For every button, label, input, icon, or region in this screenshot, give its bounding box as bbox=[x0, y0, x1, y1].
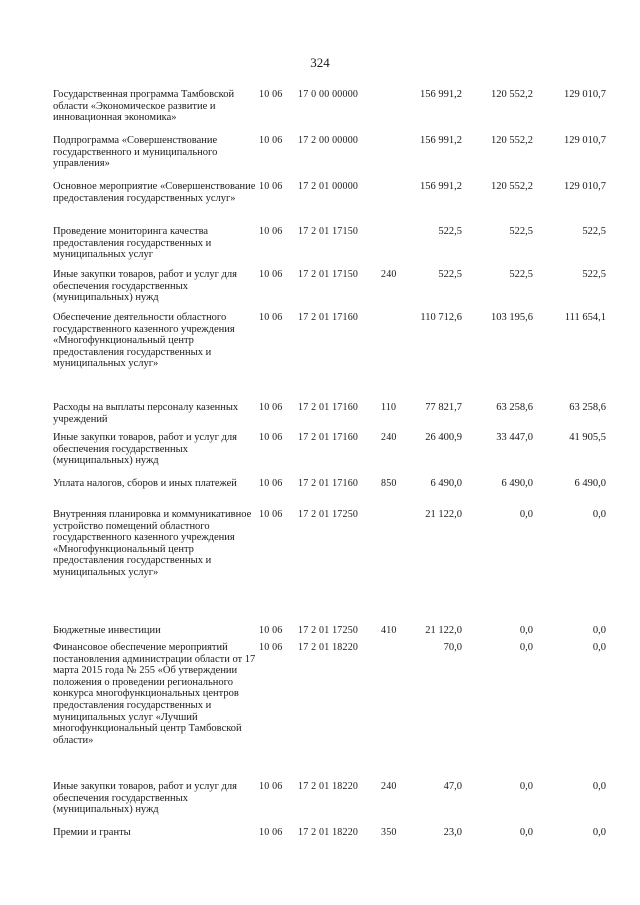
table-row bbox=[0, 478, 640, 509]
amount-2019: 156 991,2 bbox=[420, 181, 462, 192]
amount-2020: 120 552,2 bbox=[491, 135, 533, 146]
amount-2019: 70,0 bbox=[443, 642, 462, 653]
target-code: 17 2 01 18220 bbox=[298, 827, 359, 838]
amount-2020: 0,0 bbox=[519, 781, 533, 792]
section-code: 10 06 bbox=[259, 181, 283, 192]
amount-2021: 522,5 bbox=[582, 226, 606, 237]
section-code: 10 06 bbox=[259, 135, 283, 146]
budget-table bbox=[0, 89, 640, 843]
section-code: 10 06 bbox=[259, 509, 283, 520]
target-code: 17 2 01 00000 bbox=[298, 181, 359, 192]
section-code: 10 06 bbox=[259, 402, 283, 413]
expense-kind-code: 240 bbox=[381, 781, 397, 792]
target-code: 17 2 01 17250 bbox=[298, 625, 359, 636]
amount-2019: 23,0 bbox=[443, 827, 462, 838]
amount-2020: 522,5 bbox=[509, 269, 533, 280]
amount-2020: 120 552,2 bbox=[491, 89, 533, 100]
target-code: 17 2 01 17160 bbox=[298, 432, 359, 443]
amount-2019: 522,5 bbox=[438, 269, 462, 280]
table-row bbox=[0, 135, 640, 181]
section-code: 10 06 bbox=[259, 781, 283, 792]
table-row bbox=[0, 432, 640, 478]
amount-2021: 522,5 bbox=[582, 269, 606, 280]
section-code: 10 06 bbox=[259, 312, 283, 323]
target-code: 17 2 01 17150 bbox=[298, 226, 359, 237]
target-code: 17 2 01 17160 bbox=[298, 402, 359, 413]
row-name: Иные закупки товаров, работ и услуг для обеспечения государственных (муниципальных) нужд bbox=[53, 432, 237, 467]
target-code: 17 2 01 18220 bbox=[298, 642, 359, 653]
amount-2019: 21 122,0 bbox=[425, 509, 462, 520]
row-name: Основное мероприятие «Совершенствование предоставления государственных услуг» bbox=[53, 181, 256, 204]
target-code: 17 2 01 17150 bbox=[298, 269, 359, 280]
section-code: 10 06 bbox=[259, 625, 283, 636]
amount-2021: 0,0 bbox=[592, 781, 606, 792]
amount-2020: 33 447,0 bbox=[496, 432, 533, 443]
expense-kind-code: 240 bbox=[381, 432, 397, 443]
amount-2020: 0,0 bbox=[519, 642, 533, 653]
amount-2021: 111 654,1 bbox=[564, 312, 606, 323]
amount-2020: 0,0 bbox=[519, 509, 533, 520]
amount-2021: 0,0 bbox=[592, 509, 606, 520]
table-row bbox=[0, 625, 640, 642]
expense-kind-code: 410 bbox=[381, 625, 397, 636]
amount-2019: 156 991,2 bbox=[420, 89, 462, 100]
expense-kind-code: 110 bbox=[381, 402, 397, 413]
section-code: 10 06 bbox=[259, 226, 283, 237]
row-name: Расходы на выплаты персоналу казенных учреждений bbox=[53, 402, 239, 425]
table-row bbox=[0, 509, 640, 625]
amount-2019: 26 400,9 bbox=[425, 432, 462, 443]
amount-2021: 0,0 bbox=[592, 827, 606, 838]
row-name: Уплата налогов, сборов и иных платежей bbox=[53, 478, 237, 489]
amount-2021: 6 490,0 bbox=[574, 478, 606, 489]
section-code: 10 06 bbox=[259, 269, 283, 280]
section-code: 10 06 bbox=[259, 478, 283, 489]
table-row bbox=[0, 402, 640, 432]
amount-2020: 120 552,2 bbox=[491, 181, 533, 192]
amount-2020: 0,0 bbox=[519, 827, 533, 838]
table-row bbox=[0, 642, 640, 781]
expense-kind-code: 850 bbox=[381, 478, 397, 489]
target-code: 17 2 01 17160 bbox=[298, 312, 359, 323]
section-code: 10 06 bbox=[259, 827, 283, 838]
page-number: 324 bbox=[310, 55, 330, 70]
section-code: 10 06 bbox=[259, 89, 283, 100]
amount-2021: 0,0 bbox=[592, 625, 606, 636]
amount-2019: 110 712,6 bbox=[420, 312, 462, 323]
amount-2020: 63 258,6 bbox=[496, 402, 533, 413]
target-code: 17 2 01 17250 bbox=[298, 509, 359, 520]
expense-kind-code: 350 bbox=[381, 827, 397, 838]
amount-2021: 0,0 bbox=[592, 642, 606, 653]
amount-2021: 41 905,5 bbox=[569, 432, 606, 443]
expense-kind-code: 240 bbox=[381, 269, 397, 280]
table-row bbox=[0, 181, 640, 226]
row-name: Государственная программа Тамбовской области «Экономическое развитие и инновационная экономика» bbox=[53, 89, 235, 124]
amount-2019: 21 122,0 bbox=[425, 625, 462, 636]
amount-2020: 522,5 bbox=[509, 226, 533, 237]
row-name: Иные закупки товаров, работ и услуг для обеспечения государственных (муниципальных) нужд bbox=[53, 269, 237, 304]
table-row bbox=[0, 89, 640, 135]
amount-2019: 47,0 bbox=[443, 781, 462, 792]
table-row bbox=[0, 781, 640, 827]
row-name: Бюджетные инвестиции bbox=[53, 625, 161, 636]
table-row bbox=[0, 226, 640, 269]
row-name: Финансовое обеспечение мероприятий постановления администрации области от 17 марта 2015 года № 255 «Об утверждении положения о проведении регионального конкурса многофункциональных центров предоставления государственных и муниципальных услуг «Лучший многофункциональный центр Тамбовской области» bbox=[53, 642, 256, 746]
table-row bbox=[0, 269, 640, 312]
row-name: Обеспечение деятельности областного государственного казенного учреждения «Многофункциональный центр предоставления государственных и муниципальных услуг» bbox=[53, 312, 235, 370]
row-name: Внутренняя планировка и коммуникативное устройство помещений областного государственного казенного учреждения «Многофункциональный центр предоставления государственных и муниципальных услуг» bbox=[53, 509, 252, 578]
table-row bbox=[0, 312, 640, 402]
amount-2020: 103 195,6 bbox=[491, 312, 533, 323]
row-name: Подпрограмма «Совершенствование государственного и муниципального управления» bbox=[53, 135, 218, 170]
target-code: 17 2 00 00000 bbox=[298, 135, 359, 146]
target-code: 17 2 01 18220 bbox=[298, 781, 359, 792]
amount-2019: 522,5 bbox=[438, 226, 462, 237]
target-code: 17 2 01 17160 bbox=[298, 478, 359, 489]
section-code: 10 06 bbox=[259, 432, 283, 443]
amount-2019: 156 991,2 bbox=[420, 135, 462, 146]
row-name: Проведение мониторинга качества предоставления государственных и муниципальных услуг bbox=[53, 226, 212, 261]
section-code: 10 06 bbox=[259, 642, 283, 653]
amount-2021: 129 010,7 bbox=[564, 135, 606, 146]
amount-2021: 129 010,7 bbox=[564, 89, 606, 100]
row-name: Премии и гранты bbox=[53, 827, 131, 838]
amount-2021: 63 258,6 bbox=[569, 402, 606, 413]
row-name: Иные закупки товаров, работ и услуг для обеспечения государственных (муниципальных) нужд bbox=[53, 781, 237, 816]
table-row bbox=[0, 827, 640, 843]
amount-2021: 129 010,7 bbox=[564, 181, 606, 192]
amount-2020: 6 490,0 bbox=[501, 478, 533, 489]
amount-2020: 0,0 bbox=[519, 625, 533, 636]
target-code: 17 0 00 00000 bbox=[298, 89, 359, 100]
amount-2019: 77 821,7 bbox=[425, 402, 462, 413]
amount-2019: 6 490,0 bbox=[430, 478, 462, 489]
